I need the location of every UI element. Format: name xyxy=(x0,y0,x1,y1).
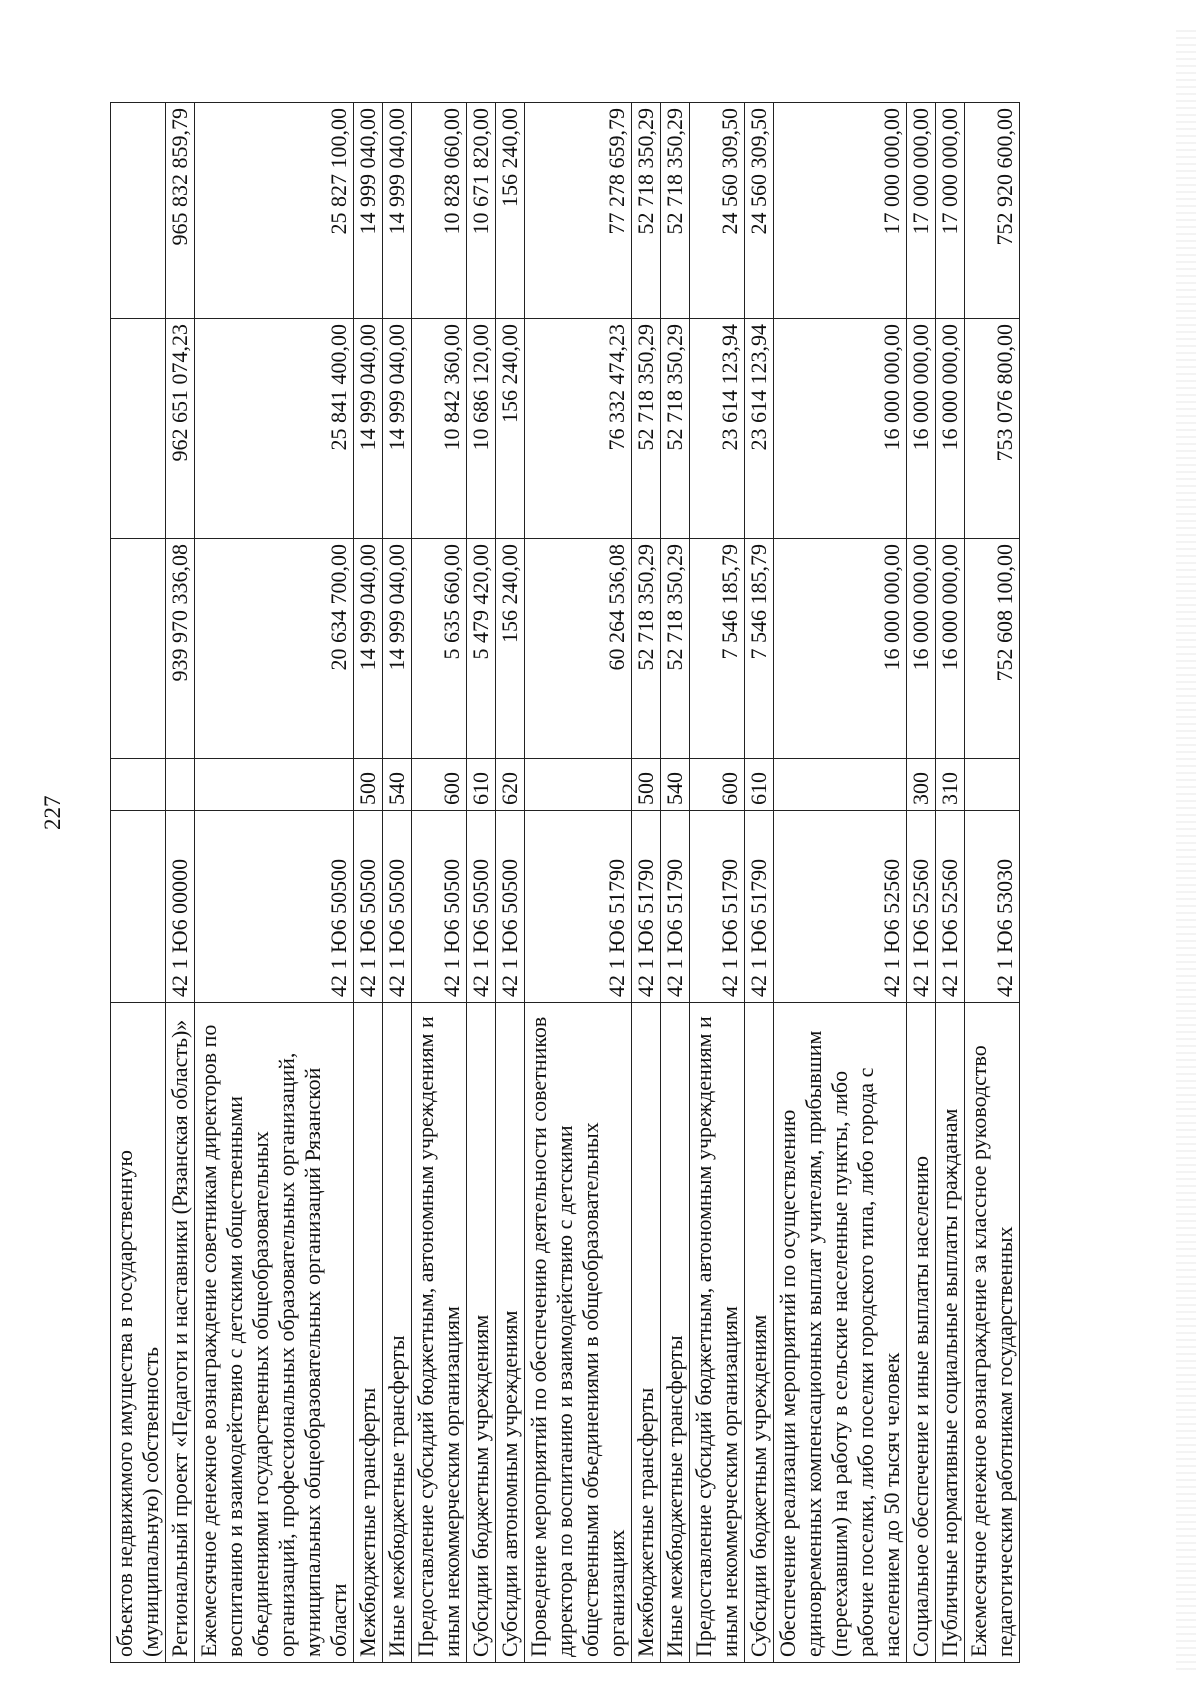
amount-year1-cell: 7 546 185,79 xyxy=(690,539,745,759)
amount-year2-cell: 76 332 474,23 xyxy=(525,319,632,539)
expense-type-code-cell: 500 xyxy=(632,759,661,811)
amount-year2-cell: 16 000 000,00 xyxy=(774,319,907,539)
target-article-code-cell: 42 1 Ю6 50500 xyxy=(412,811,467,1003)
expense-type-code-cell: 310 xyxy=(936,759,965,811)
table-row xyxy=(166,103,195,1663)
row-name-cell: Субсидии автономным учреждениям xyxy=(496,1003,525,1663)
row-name-cell: объектов недвижимого имущества в государственную (муниципальную) собственность xyxy=(111,1003,166,1663)
target-article-code-cell: 42 1 Ю6 52560 xyxy=(936,811,965,1003)
table-row xyxy=(661,103,690,1663)
target-article-code-cell: 42 1 Ю6 51790 xyxy=(690,811,745,1003)
target-article-code-cell: 42 1 Ю6 51790 xyxy=(745,811,774,1003)
table-row xyxy=(412,103,467,1663)
table-row xyxy=(525,103,632,1663)
table-row xyxy=(907,103,936,1663)
amount-year3-cell: 156 240,00 xyxy=(496,103,525,319)
target-article-code-cell: 42 1 Ю6 51790 xyxy=(632,811,661,1003)
amount-year3-cell: 17 000 000,00 xyxy=(907,103,936,319)
amount-year1-cell: 5 479 420,00 xyxy=(467,539,496,759)
row-name-cell: Субсидии бюджетным учреждениям xyxy=(745,1003,774,1663)
amount-year1-cell xyxy=(111,539,166,759)
table-row xyxy=(111,103,166,1663)
amount-year2-cell: 16 000 000,00 xyxy=(907,319,936,539)
amount-year3-cell: 752 920 600,00 xyxy=(965,103,1020,319)
target-article-code-cell: 42 1 Ю6 52560 xyxy=(774,811,907,1003)
expense-type-code-cell: 600 xyxy=(690,759,745,811)
amount-year2-cell: 14 999 040,00 xyxy=(354,319,383,539)
table-row xyxy=(354,103,383,1663)
target-article-code-cell: 42 1 Ю6 51790 xyxy=(525,811,632,1003)
amount-year3-cell: 52 718 350,29 xyxy=(632,103,661,319)
expense-type-code-cell xyxy=(525,759,632,811)
amount-year2-cell: 962 651 074,23 xyxy=(166,319,195,539)
expense-type-code-cell xyxy=(195,759,354,811)
target-article-code-cell: 42 1 Ю6 00000 xyxy=(166,811,195,1003)
expense-type-code-cell: 620 xyxy=(496,759,525,811)
amount-year2-cell: 10 842 360,00 xyxy=(412,319,467,539)
amount-year1-cell: 5 635 660,00 xyxy=(412,539,467,759)
amount-year1-cell: 16 000 000,00 xyxy=(774,539,907,759)
scan-edge-artifact xyxy=(1176,30,1196,1670)
table-row xyxy=(690,103,745,1663)
amount-year3-cell: 24 560 309,50 xyxy=(690,103,745,319)
page-number: 227 xyxy=(40,795,65,830)
amount-year2-cell xyxy=(111,319,166,539)
target-article-code-cell: 42 1 Ю6 52560 xyxy=(907,811,936,1003)
amount-year2-cell: 52 718 350,29 xyxy=(661,319,690,539)
row-name-cell: Иные межбюджетные трансферты xyxy=(383,1003,412,1663)
amount-year2-cell: 156 240,00 xyxy=(496,319,525,539)
expense-type-code-cell: 540 xyxy=(383,759,412,811)
table-row xyxy=(745,103,774,1663)
target-article-code-cell: 42 1 Ю6 50500 xyxy=(383,811,412,1003)
row-name-cell: Субсидии бюджетным учреждениям xyxy=(467,1003,496,1663)
expense-type-code-cell xyxy=(965,759,1020,811)
amount-year1-cell: 52 718 350,29 xyxy=(661,539,690,759)
row-name-cell: Обеспечение реализации мероприятий по осуществлению единовременных компенсационных выплат учителям, прибывшим (переехавшим) на работу в сельские населенные пункты, либо рабочие поселки, либо поселки городского типа, либо города с населением до 50 тысяч человек xyxy=(774,1003,907,1663)
row-name-cell: Социальное обеспечение и иные выплаты населению xyxy=(907,1003,936,1663)
target-article-code-cell: 42 1 Ю6 51790 xyxy=(661,811,690,1003)
target-article-code-cell: 42 1 Ю6 50500 xyxy=(354,811,383,1003)
amount-year1-cell: 156 240,00 xyxy=(496,539,525,759)
expense-type-code-cell xyxy=(166,759,195,811)
amount-year3-cell: 14 999 040,00 xyxy=(354,103,383,319)
row-name-cell: Межбюджетные трансферты xyxy=(354,1003,383,1663)
row-name-cell: Предоставление субсидий бюджетным, автономным учреждениям и иным некоммерческим организациям xyxy=(412,1003,467,1663)
amount-year3-cell: 52 718 350,29 xyxy=(661,103,690,319)
amount-year3-cell: 965 832 859,79 xyxy=(166,103,195,319)
amount-year3-cell: 10 671 820,00 xyxy=(467,103,496,319)
amount-year3-cell: 77 278 659,79 xyxy=(525,103,632,319)
amount-year2-cell: 25 841 400,00 xyxy=(195,319,354,539)
expense-type-code-cell: 610 xyxy=(745,759,774,811)
amount-year3-cell: 17 000 000,00 xyxy=(936,103,965,319)
row-name-cell: Публичные нормативные социальные выплаты гражданам xyxy=(936,1003,965,1663)
row-name-cell: Региональный проект «Педагоги и наставники (Рязанская область)» xyxy=(166,1003,195,1663)
amount-year1-cell: 60 264 536,08 xyxy=(525,539,632,759)
amount-year1-cell: 52 718 350,29 xyxy=(632,539,661,759)
amount-year1-cell: 752 608 100,00 xyxy=(965,539,1020,759)
amount-year2-cell: 23 614 123,94 xyxy=(745,319,774,539)
row-name-cell: Межбюджетные трансферты xyxy=(632,1003,661,1663)
table-row xyxy=(965,103,1020,1663)
target-article-code-cell xyxy=(111,811,166,1003)
amount-year2-cell: 10 686 120,00 xyxy=(467,319,496,539)
expense-type-code-cell: 540 xyxy=(661,759,690,811)
amount-year2-cell: 23 614 123,94 xyxy=(690,319,745,539)
amount-year1-cell: 7 546 185,79 xyxy=(745,539,774,759)
amount-year2-cell: 14 999 040,00 xyxy=(383,319,412,539)
amount-year2-cell: 16 000 000,00 xyxy=(936,319,965,539)
amount-year2-cell: 753 076 800,00 xyxy=(965,319,1020,539)
amount-year3-cell: 17 000 000,00 xyxy=(774,103,907,319)
expense-type-code-cell: 600 xyxy=(412,759,467,811)
expense-type-code-cell xyxy=(111,759,166,811)
budget-table xyxy=(110,102,1020,1663)
row-name-cell: Ежемесячное денежное вознаграждение за классное руководство педагогическим работникам государственных xyxy=(965,1003,1020,1663)
amount-year1-cell: 14 999 040,00 xyxy=(354,539,383,759)
table-row xyxy=(632,103,661,1663)
amount-year2-cell: 52 718 350,29 xyxy=(632,319,661,539)
amount-year3-cell: 10 828 060,00 xyxy=(412,103,467,319)
table-row xyxy=(383,103,412,1663)
row-name-cell: Иные межбюджетные трансферты xyxy=(661,1003,690,1663)
expense-type-code-cell xyxy=(774,759,907,811)
budget-table-body xyxy=(111,103,1020,1663)
target-article-code-cell: 42 1 Ю6 50500 xyxy=(467,811,496,1003)
table-row xyxy=(496,103,525,1663)
amount-year3-cell: 14 999 040,00 xyxy=(383,103,412,319)
row-name-cell: Ежемесячное денежное вознаграждение советникам директоров по воспитанию и взаимодействию с детскими общественными объединениями государственных общеобразовательных организаций, профессиональных образовательных организаций, муниципальных общеобразовательных организаций Рязанской области xyxy=(195,1003,354,1663)
amount-year1-cell: 939 970 336,08 xyxy=(166,539,195,759)
row-name-cell: Проведение мероприятий по обеспечению деятельности советников директора по воспитанию и взаимодействию с детскими общественными объединениями в общеобразовательных организациях xyxy=(525,1003,632,1663)
rotated-page-content xyxy=(110,103,1090,1663)
amount-year1-cell: 16 000 000,00 xyxy=(936,539,965,759)
amount-year1-cell: 16 000 000,00 xyxy=(907,539,936,759)
table-row xyxy=(936,103,965,1663)
target-article-code-cell: 42 1 Ю6 50500 xyxy=(496,811,525,1003)
expense-type-code-cell: 500 xyxy=(354,759,383,811)
amount-year1-cell: 20 634 700,00 xyxy=(195,539,354,759)
target-article-code-cell: 42 1 Ю6 50500 xyxy=(195,811,354,1003)
expense-type-code-cell: 610 xyxy=(467,759,496,811)
amount-year3-cell: 24 560 309,50 xyxy=(745,103,774,319)
table-row xyxy=(467,103,496,1663)
target-article-code-cell: 42 1 Ю6 53030 xyxy=(965,811,1020,1003)
amount-year3-cell xyxy=(111,103,166,319)
table-row xyxy=(774,103,907,1663)
amount-year3-cell: 25 827 100,00 xyxy=(195,103,354,319)
expense-type-code-cell: 300 xyxy=(907,759,936,811)
row-name-cell: Предоставление субсидий бюджетным, автономным учреждениям и иным некоммерческим организациям xyxy=(690,1003,745,1663)
table-row xyxy=(195,103,354,1663)
amount-year1-cell: 14 999 040,00 xyxy=(383,539,412,759)
